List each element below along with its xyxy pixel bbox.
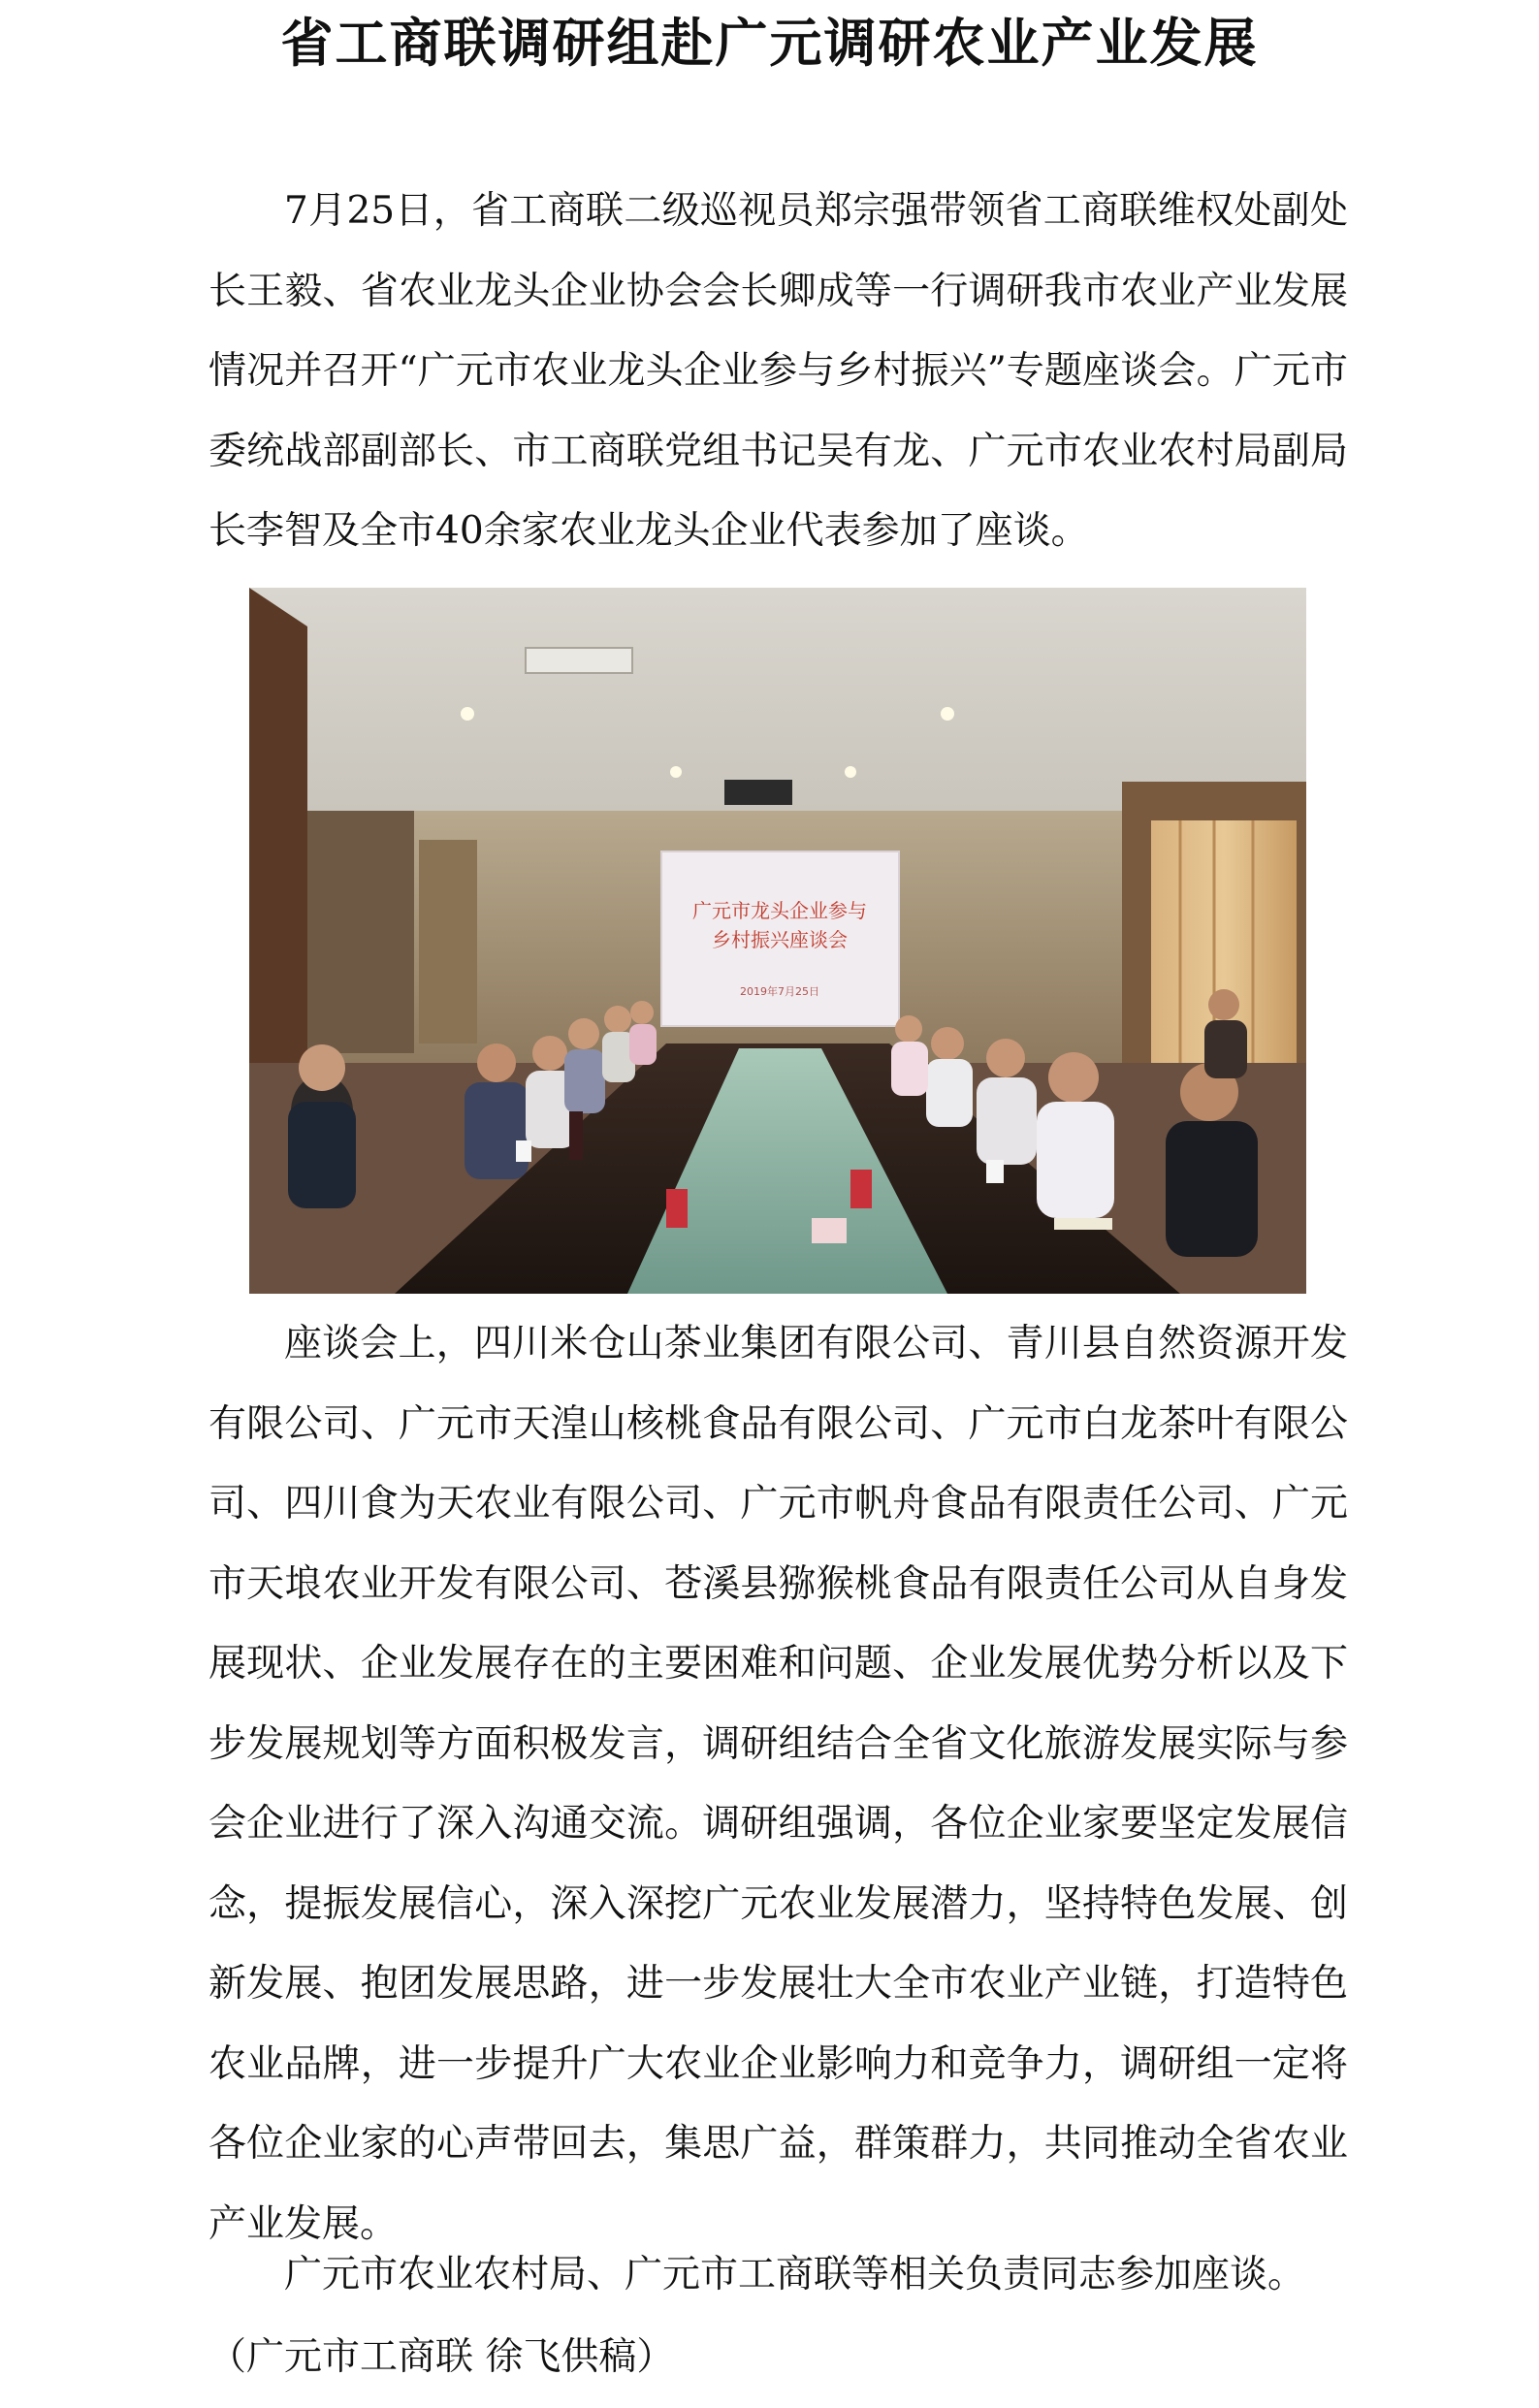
meeting-photo-illustration [249,588,1306,1294]
article-title: 省工商联调研组赴广元调研农业产业发展 [280,13,1259,74]
meeting-photo [249,588,1306,1294]
credit-line: （广元市工商联 徐飞供稿） [208,2335,675,2379]
paragraph-1: 7月25日，省工商联二级巡视员郑宗强带领省工商联维权处副处长王毅、省农业龙头企业协会会长卿成等一行调研我市农业产业发展情况并召开“广元市农业龙头企业参与乡村振兴”专题座谈会。广元市委统战部副部长、市工商联党组书记吴有龙、广元市农业农村局副局长李智及全市40余家农业龙头企业代表参加了座谈。 [208,189,1348,553]
projector [724,780,792,805]
paragraph-2: 座谈会上，四川米仓山茶业集团有限公司、青川县自然资源开发有限公司、广元市天湟山核桃食品有限公司、广元市白龙茶叶有限公司、四川食为天农业有限公司、广元市帆舟食品有限责任公司、广元市天埌农业开发有限公司、苍溪县猕猴桃食品有限责任公司从自身发展现状、企业发展存在的主要困难和问题、企业发展优势分析以及下步发展规划等方面积极发言，调研组结合全省文化旅游发展实际与参会企业进行了深入沟通交流。调研组强调，各位企业家要坚定发展信念，提振发展信心，深入深挖广元农业发展潜力，坚持特色发展、创新发展、抱团发展思路，进一步发展壮大全市农业产业链，打造特色农业品牌，进一步提升广大农业企业影响力和竞争力，调研组一定将各位企业家的心声带回去，集思广益，群策群力，共同推动全省农业产业发展。 [208,1322,1348,2246]
ceiling [249,588,1306,811]
screen-text-line1: 广元市龙头企业参与 [692,899,867,922]
screen-date: 2019年7月25日 [740,985,819,998]
screen-text-line2: 乡村振兴座谈会 [712,928,848,951]
paragraph-3: 广元市农业农村局、广元市工商联等相关负责同志参加座谈。 [284,2253,1306,2296]
